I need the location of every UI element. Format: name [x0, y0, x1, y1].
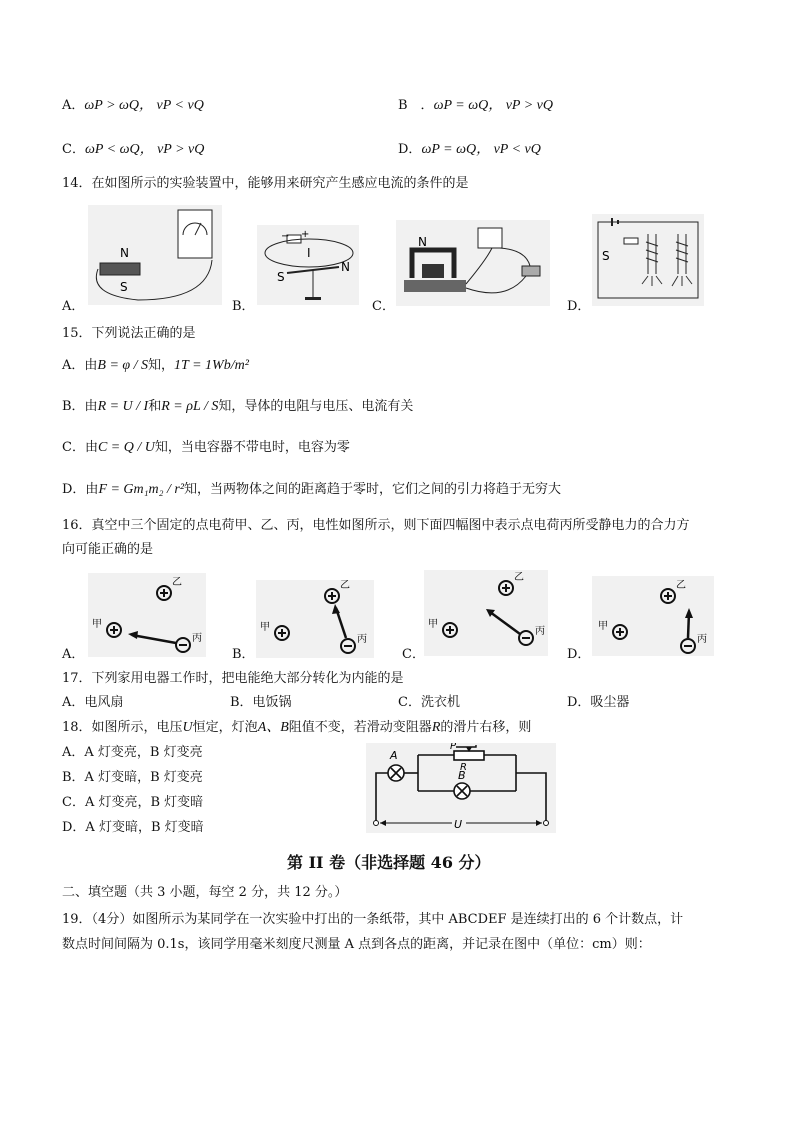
- q17-option-c: C．洗衣机: [398, 695, 460, 710]
- q16-label-c: C．: [402, 647, 425, 662]
- q16-figure-c: [424, 570, 548, 656]
- fill-in-heading: 二、填空题（共 3 小题，每空 2 分，共 12 分。）: [62, 885, 348, 900]
- q14-label-c: C．: [372, 299, 395, 314]
- q14-figure-a: [88, 205, 222, 305]
- q14-label-a: A．: [62, 299, 85, 314]
- svg-text:乙: 乙: [172, 577, 182, 588]
- fig-a-n: N: [120, 246, 129, 260]
- q17-option-a: A．电风扇: [62, 695, 124, 710]
- q16-figure-a: [88, 573, 206, 657]
- q16-label-b: B．: [232, 647, 255, 662]
- q13-option-d: D．ωP = ωQ， vP < vQ: [398, 142, 541, 157]
- q13-option-c: C．ωP < ωQ， vP > vQ: [62, 142, 205, 157]
- q18-option-a: A．A 灯变亮，B 灯变亮: [62, 745, 203, 760]
- svg-text:甲: 甲: [92, 619, 102, 630]
- q19-stem-1: 19．（4分）如图所示为某同学在一次实验中打出的一条纸带，其中 ABCDEF 是连续打出的 6 个计数点，计: [62, 912, 684, 927]
- fig-b-i: I: [307, 246, 311, 260]
- q14-label-b: B．: [232, 299, 255, 314]
- q13-option-b: B ．ωP = ωQ， vP > vQ: [398, 98, 553, 113]
- svg-text:丙: 丙: [357, 634, 367, 645]
- q16-stem-2: 向可能正确的是: [62, 542, 154, 557]
- q16-label-d: D．: [567, 647, 591, 662]
- q15-option-a: A．由B = φ / S知，1T = 1Wb/m²: [62, 358, 249, 373]
- svg-text:N: N: [418, 235, 427, 249]
- q16-stem-1: 16．真空中三个固定的点电荷甲、乙、丙，电性如图所示，则下面四幅图中表示点电荷丙所受静电力的合力方: [62, 518, 690, 533]
- svg-text:+: +: [301, 229, 310, 240]
- svg-text:N: N: [341, 260, 350, 274]
- q17-stem: 17．下列家用电器工作时，把电能绝大部分转化为内能的是: [62, 671, 404, 686]
- q14-label-d: D．: [567, 299, 591, 314]
- svg-text:S: S: [602, 249, 610, 263]
- q13-option-a: A．ωP > ωQ， vP < vQ: [62, 98, 204, 113]
- q16-figure-b: [256, 580, 374, 658]
- q15-option-b: B．由R = U / I和R = ρL / S知，导体的电阻与电压、电流有关: [62, 399, 414, 414]
- q17-option-d: D．吸尘器: [567, 695, 630, 710]
- svg-text:乙: 乙: [340, 580, 350, 591]
- q14-figure-d: [592, 214, 704, 306]
- svg-text:甲: 甲: [260, 622, 270, 633]
- svg-text:U: U: [454, 818, 463, 831]
- q15-option-d: D．由F = Gm₁m₂ / r²知，当两物体之间的距离趋于零时，它们之间的引力将趋于无穷大: [62, 482, 562, 497]
- svg-text:丙: 丙: [697, 634, 707, 645]
- q14-figure-b: [257, 225, 359, 305]
- fig-a-s: S: [120, 280, 128, 294]
- q18-stem: 18．如图所示，电压U恒定，灯泡A、B阻值不变，若滑动变阻器R的滑片右移，则: [62, 720, 532, 735]
- svg-text:甲: 甲: [598, 621, 608, 632]
- q18-option-b: B．A 灯变暗，B 灯变亮: [62, 770, 203, 785]
- q15-option-c: C．由C = Q / U知，当电容器不带电时，电容为零: [62, 440, 350, 455]
- svg-text:−: −: [281, 231, 290, 242]
- q18-circuit-diagram: [366, 743, 556, 833]
- svg-text:B: B: [458, 769, 466, 782]
- q17-option-b: B．电饭锅: [230, 695, 292, 710]
- svg-text:乙: 乙: [514, 572, 524, 583]
- svg-text:丙: 丙: [192, 633, 202, 644]
- svg-text:R: R: [460, 762, 467, 773]
- q18-option-d: D．A 灯变暗，B 灯变暗: [62, 820, 204, 835]
- svg-text:A: A: [390, 749, 398, 762]
- q15-stem: 15．下列说法正确的是: [62, 326, 196, 341]
- q14-stem: 14．在如图所示的实验装置中，能够用来研究产生感应电流的条件的是: [62, 176, 469, 191]
- q16-figure-d: [592, 576, 714, 656]
- q18-option-c: C．A 灯变亮，B 灯变暗: [62, 795, 204, 810]
- q19-stem-2: 数点时间间隔为 0.1s，该同学用毫米刻度尺测量 A 点到各点的距离，并记录在图中（单位：cm）则：: [62, 937, 651, 952]
- q16-label-a: A．: [62, 647, 85, 662]
- svg-text:丙: 丙: [535, 626, 545, 637]
- section-2-title: 第 II 卷（非选择题 46 分）: [287, 853, 491, 872]
- svg-text:甲: 甲: [428, 619, 438, 630]
- svg-text:P: P: [450, 743, 457, 752]
- svg-text:乙: 乙: [676, 580, 686, 591]
- svg-text:S: S: [277, 270, 285, 284]
- q14-figure-c: [396, 220, 550, 306]
